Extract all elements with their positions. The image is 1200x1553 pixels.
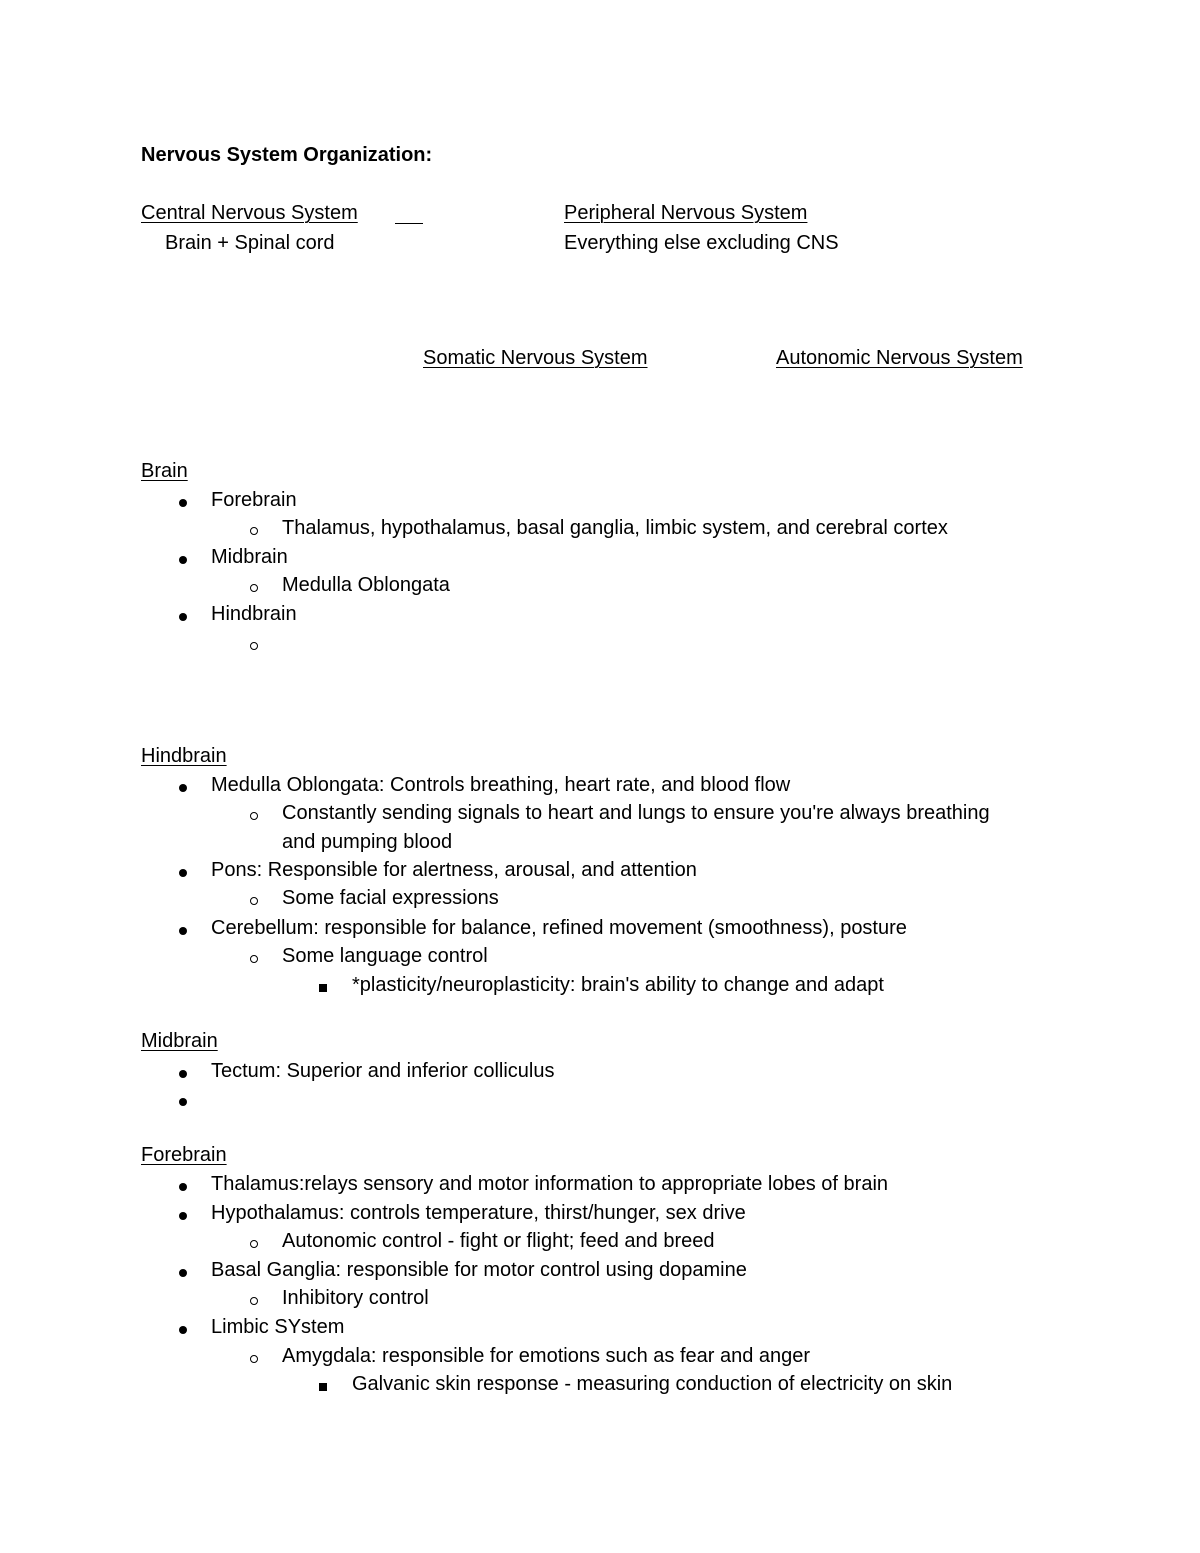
midbrain-heading: Midbrain: [141, 1030, 218, 1052]
pns-heading: Peripheral Nervous System: [564, 202, 808, 224]
list-item: Tectum: Superior and inferior colliculus: [211, 1060, 555, 1082]
cns-underline-padding: [395, 223, 423, 224]
bullet-circle-icon: [250, 1355, 258, 1363]
list-item: Basal Ganglia: responsible for motor control using dopamine: [211, 1259, 747, 1281]
cns-heading: Central Nervous System: [141, 202, 358, 224]
bullet-disc-icon: [179, 556, 187, 564]
bullet-circle-icon: [250, 812, 258, 820]
list-item: Inhibitory control: [282, 1287, 429, 1309]
bullet-disc-icon: [179, 1326, 187, 1334]
bullet-circle-icon: [250, 1297, 258, 1305]
list-item: Hindbrain: [211, 603, 297, 625]
bullet-square-icon: [319, 984, 327, 992]
bullet-disc-icon: [179, 927, 187, 935]
cns-description: Brain + Spinal cord: [165, 232, 335, 254]
list-item: Limbic SYstem: [211, 1316, 345, 1338]
list-item: Some language control: [282, 945, 488, 967]
list-item: Thalamus, hypothalamus, basal ganglia, limbic system, and cerebral cortex: [282, 517, 948, 539]
bullet-disc-icon: [179, 784, 187, 792]
bullet-disc-icon: [179, 1070, 187, 1078]
bullet-square-icon: [319, 1383, 327, 1391]
autonomic-heading: Autonomic Nervous System: [776, 347, 1023, 369]
list-item: Autonomic control - fight or flight; feed and breed: [282, 1230, 715, 1252]
bullet-disc-icon: [179, 1183, 187, 1191]
bullet-disc-icon: [179, 1212, 187, 1220]
bullet-circle-icon: [250, 1240, 258, 1248]
list-item: Hypothalamus: controls temperature, thirst/hunger, sex drive: [211, 1202, 746, 1224]
list-item: Constantly sending signals to heart and lungs to ensure you're always breathing: [282, 802, 990, 824]
bullet-disc-icon: [179, 1098, 187, 1106]
list-item: Thalamus:relays sensory and motor information to appropriate lobes of brain: [211, 1173, 889, 1195]
list-item: *plasticity/neuroplasticity: brain's ability to change and adapt: [352, 974, 884, 996]
list-item: Medulla Oblongata: Controls breathing, heart rate, and blood flow: [211, 774, 791, 796]
bullet-circle-icon: [250, 955, 258, 963]
bullet-disc-icon: [179, 613, 187, 621]
bullet-circle-icon: [250, 584, 258, 592]
brain-heading: Brain: [141, 460, 188, 482]
pns-description: Everything else excluding CNS: [564, 232, 839, 254]
bullet-disc-icon: [179, 869, 187, 877]
somatic-heading: Somatic Nervous System: [423, 347, 648, 369]
page-title: Nervous System Organization:: [141, 144, 433, 166]
bullet-circle-icon: [250, 897, 258, 905]
list-item: Amygdala: responsible for emotions such as fear and anger: [282, 1345, 811, 1367]
bullet-disc-icon: [179, 499, 187, 507]
hindbrain-heading: Hindbrain: [141, 745, 227, 767]
list-item: Pons: Responsible for alertness, arousal, and attention: [211, 859, 697, 881]
bullet-disc-icon: [179, 1269, 187, 1277]
list-item: Medulla Oblongata: [282, 574, 450, 596]
list-item-continuation: and pumping blood: [282, 831, 453, 853]
bullet-circle-icon: [250, 527, 258, 535]
list-item: Some facial expressions: [282, 887, 499, 909]
forebrain-heading: Forebrain: [141, 1144, 227, 1166]
list-item: Forebrain: [211, 489, 297, 511]
bullet-circle-icon: [250, 642, 258, 650]
list-item: Cerebellum: responsible for balance, refined movement (smoothness), posture: [211, 917, 907, 939]
list-item: Galvanic skin response - measuring conduction of electricity on skin: [352, 1373, 953, 1395]
list-item: Midbrain: [211, 546, 288, 568]
